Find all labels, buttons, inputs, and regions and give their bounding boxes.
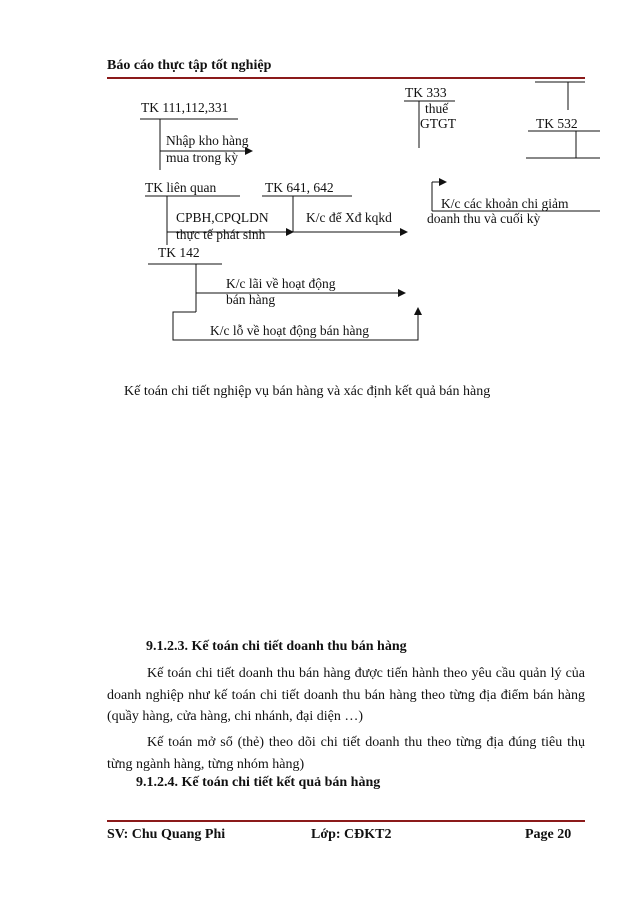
footer-student: SV: Chu Quang Phi <box>107 827 226 842</box>
label-kc-giam-2: doanh thu và cuối kỳ <box>427 211 541 226</box>
footer-rule <box>107 820 585 822</box>
section-1-paragraph-1 <box>107 663 585 728</box>
label-tk-lien-quan: TK liên quan <box>145 180 217 195</box>
label-kc-lo: K/c lỗ về hoạt động bán hàng <box>210 323 369 338</box>
label-nhap-kho-1: Nhập kho hàng <box>166 133 249 148</box>
section-heading-9-1-2-4: 9.1.2.4. Kế toán chi tiết kết quả bán hàng <box>136 775 381 790</box>
label-tk641: TK 641, 642 <box>265 180 334 195</box>
label-tk333: TK 333 <box>405 85 447 100</box>
label-tk142: TK 142 <box>158 245 200 260</box>
label-thue: thuế <box>425 101 449 116</box>
label-kc-lai-2: bán hàng <box>226 292 276 307</box>
label-kc-lai-1: K/c lãi về hoạt động <box>226 276 336 291</box>
section-1-paragraph-2-text: Kế toán mở sổ (thẻ) theo dõi chi tiết doanh thu theo từng địa đúng tiêu thụ từng ngành hàng, từng nhóm hàng) <box>107 735 585 772</box>
label-kc-xd: K/c để Xđ kqkd <box>306 210 392 225</box>
label-gtgt: GTGT <box>420 116 456 131</box>
label-kc-giam-1: K/c các khoản chi giảm <box>441 196 569 211</box>
header-title: Báo cáo thực tập tốt nghiệp <box>107 58 272 73</box>
section-1-paragraph-2 <box>107 732 585 775</box>
label-tk111: TK 111,112,331 <box>141 100 229 115</box>
section-heading-9-1-2-3: 9.1.2.3. Kế toán chi tiết doanh thu bán hàng <box>146 639 407 654</box>
label-tk532: TK 532 <box>536 116 578 131</box>
label-cpbh-2: thực tế phát sinh <box>176 227 266 242</box>
diagram-caption: Kế toán chi tiết nghiệp vụ bán hàng và xác định kết quả bán hàng <box>124 384 491 399</box>
label-cpbh-1: CPBH,CPQLDN <box>176 210 269 225</box>
footer-class: Lớp: CĐKT2 <box>311 827 392 842</box>
footer-page: Page 20 <box>525 827 572 842</box>
section-1-paragraph-1-text: Kế toán chi tiết doanh thu bán hàng được tiến hành theo yêu cầu quản lý của doanh nghiệp như kế toán chi tiết doanh thu bán hàng theo từng địa điểm bán hàng (quầy hàng, cửa hàng, chi nhánh, đại diện …) <box>107 666 585 724</box>
label-nhap-kho-2: mua trong kỳ <box>166 150 238 165</box>
